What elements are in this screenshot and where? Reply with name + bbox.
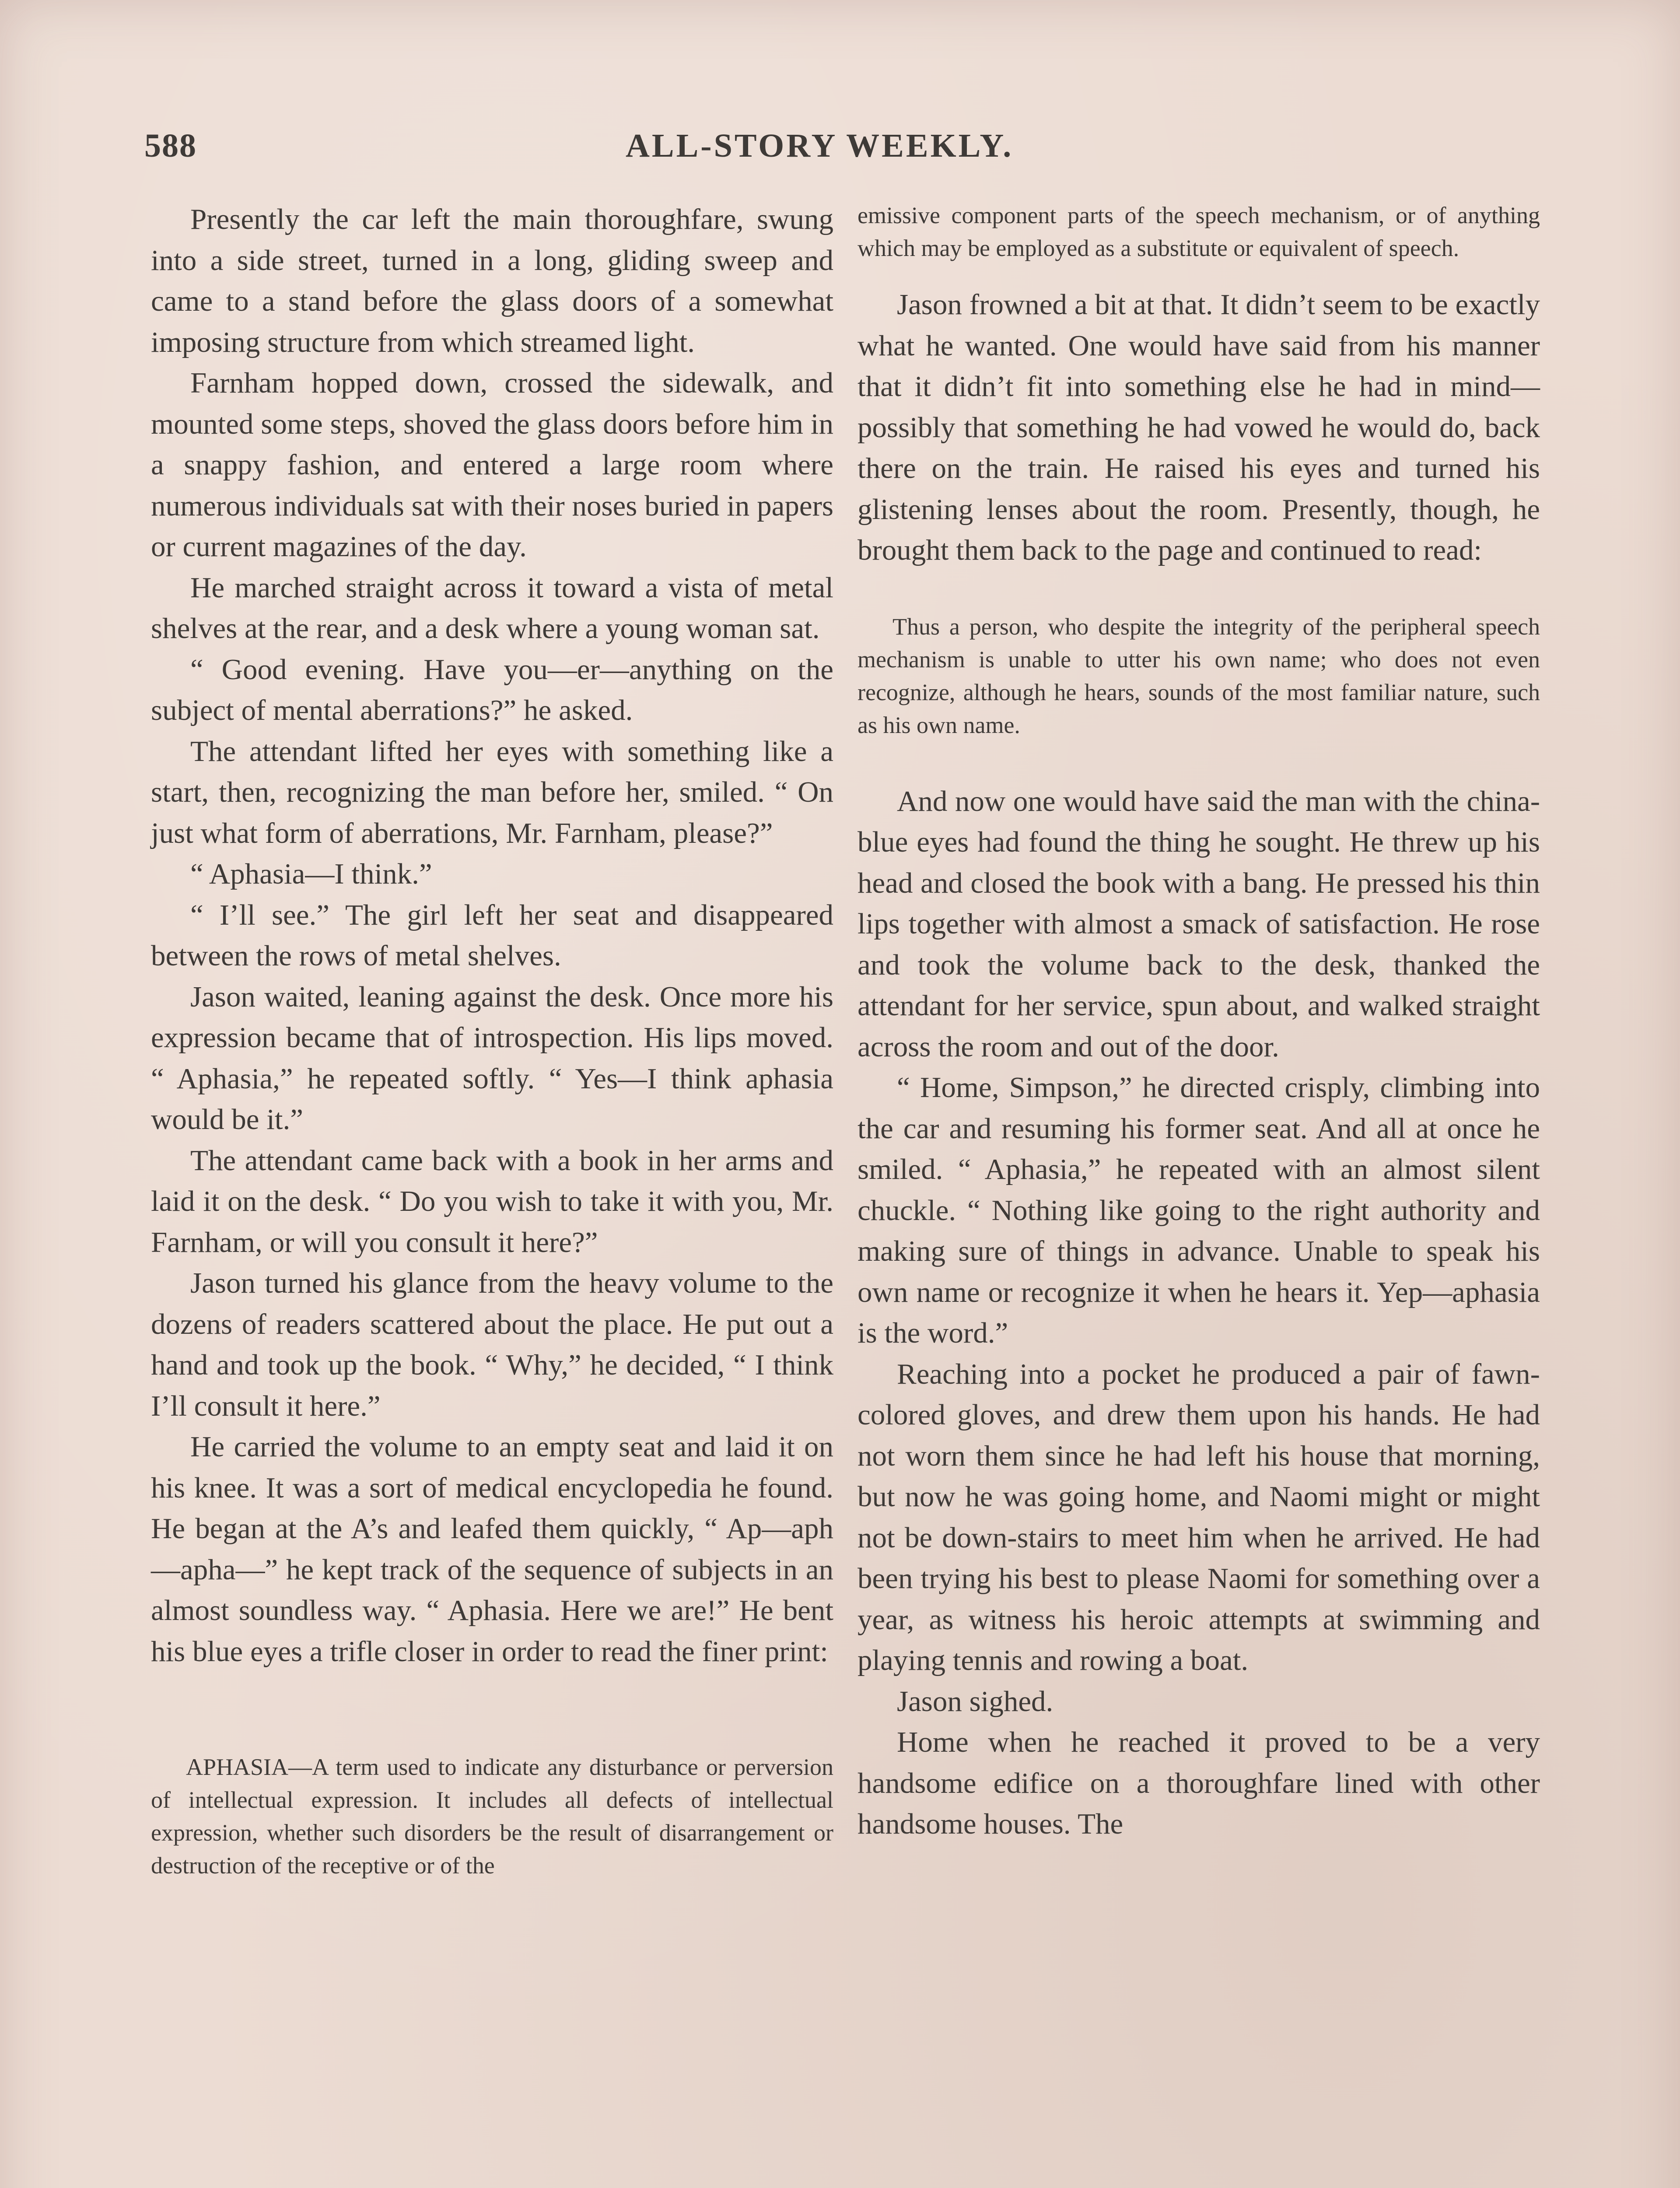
running-title: ALL-STORY WEEKLY.	[626, 127, 1014, 164]
paragraph: “ Good evening. Have you—er—anything on the subject of mental aberrations?” he asked.	[151, 653, 833, 726]
paragraph: Reaching into a pocket he produced a pair of fawn-colored gloves, and drew them upon his hands. He had not worn them since he had left his house that morning, but now he was going home, and Naomi might or might not be down-stairs to meet him when he arrived. He had been trying his best to please Naomi for something over a year, as witness his heroic attempts at swimming and playing tennis and rowing a boat.	[858, 1357, 1540, 1676]
paragraph: “ Home, Simpson,” he directed crisply, climbing into the car and resuming his former seat. And all at once he smiled. “ Aphasia,” he repeated with an almost silent chuckle. “ Nothing like going to the right authority and making sure of things in advance. Unable to speak his own name or recognize it when he hears it. Yep—aphasia is the word.”	[858, 1071, 1540, 1349]
right-column	[858, 199, 1540, 1845]
paragraph: Jason frowned a bit at that. It didn’t seem to be exactly what he wanted. One would have said from his manner that it didn’t fit into something else he had in mind—possibly that something he had vowed he would do, back there on the train. He raised his eyes and turned his glistening lenses about the room. Presently, though, he brought them back to the page and continued to read:	[858, 288, 1540, 566]
left-column	[151, 199, 833, 1882]
paragraph: Home when he reached it proved to be a very handsome edifice on a thoroughfare lined with other handsome houses. The	[858, 1726, 1540, 1840]
footnote-quote-continued: emissive component parts of the speech mechanism, or of anything which may be employed as a substitute or equivalent of speech.	[858, 202, 1540, 261]
footnote-quote: Thus a person, who despite the integrity of the peripheral speech mechanism is unable to utter his own name; who does not even recognize, although he hears, sounds of the most familiar nature, such as his own name.	[858, 613, 1540, 738]
paragraph: The attendant came back with a book in her arms and laid it on the desk. “ Do you wish to take it with you, Mr. Farnham, or will you consult it here?”	[151, 1144, 833, 1259]
paragraph: Farnham hopped down, crossed the sidewalk, and mounted some steps, shoved the glass doors before him in a snappy fashion, and entered a large room where numerous individuals sat with their noses buried in papers or current magazines of the day.	[151, 367, 833, 563]
paragraph: Presently the car left the main thoroughfare, swung into a side street, turned in a long, gliding sweep and came to a stand before the glass doors of a somewhat imposing structure from which streamed light.	[151, 203, 833, 358]
paragraph: Jason sighed.	[897, 1685, 1054, 1718]
paragraph: The attendant lifted her eyes with something like a start, then, recognizing the man before her, smiled. “ On just what form of aberrations, Mr. Farnham, please?”	[151, 735, 833, 849]
paragraph: He marched straight across it toward a vista of metal shelves at the rear, and a desk where a young woman sat.	[151, 571, 833, 645]
paragraph: And now one would have said the man with the china-blue eyes had found the thing he sought. He threw up his head and closed the book with a bang. He pressed his thin lips together with almost a smack of satisfaction. He rose and took the volume back to the desk, thanked the attendant for her service, spun about, and walked straight across the room and out of the door.	[858, 785, 1540, 1063]
page-number: 588	[144, 127, 197, 164]
paragraph: “ I’ll see.” The girl left her seat and disappeared between the rows of metal shelves.	[151, 898, 833, 972]
paragraph: Jason turned his glance from the heavy volume to the dozens of readers scattered about the place. He put out a hand and took up the book. “ Why,” he decided, “ I think I’ll consult it here.”	[151, 1267, 833, 1422]
paragraph: He carried the volume to an empty seat and laid it on his knee. It was a sort of medical encyclopedia he found. He began at the A’s and leafed them quickly, “ Ap—aph—apha—” he kept track of the sequence of subjects in an almost soundless way. “ Aphasia. Here we are!” He bent his blue eyes a trifle closer in order to read the finer print:	[151, 1431, 833, 1668]
footnote-quote: APHASIA—A term used to indicate any disturbance or perversion of intellectual expression. It includes all defects of intellectual expression, whether such disorders be the result of disarrangement or destruction of the receptive or of the	[151, 1754, 833, 1879]
page-header	[144, 127, 1536, 175]
paragraph: Jason waited, leaning against the desk. Once more his expression became that of introspection. His lips moved. “ Aphasia,” he repeated softly. “ Yes—I think aphasia would be it.”	[151, 980, 833, 1136]
paragraph: “ Aphasia—I think.”	[190, 858, 432, 890]
